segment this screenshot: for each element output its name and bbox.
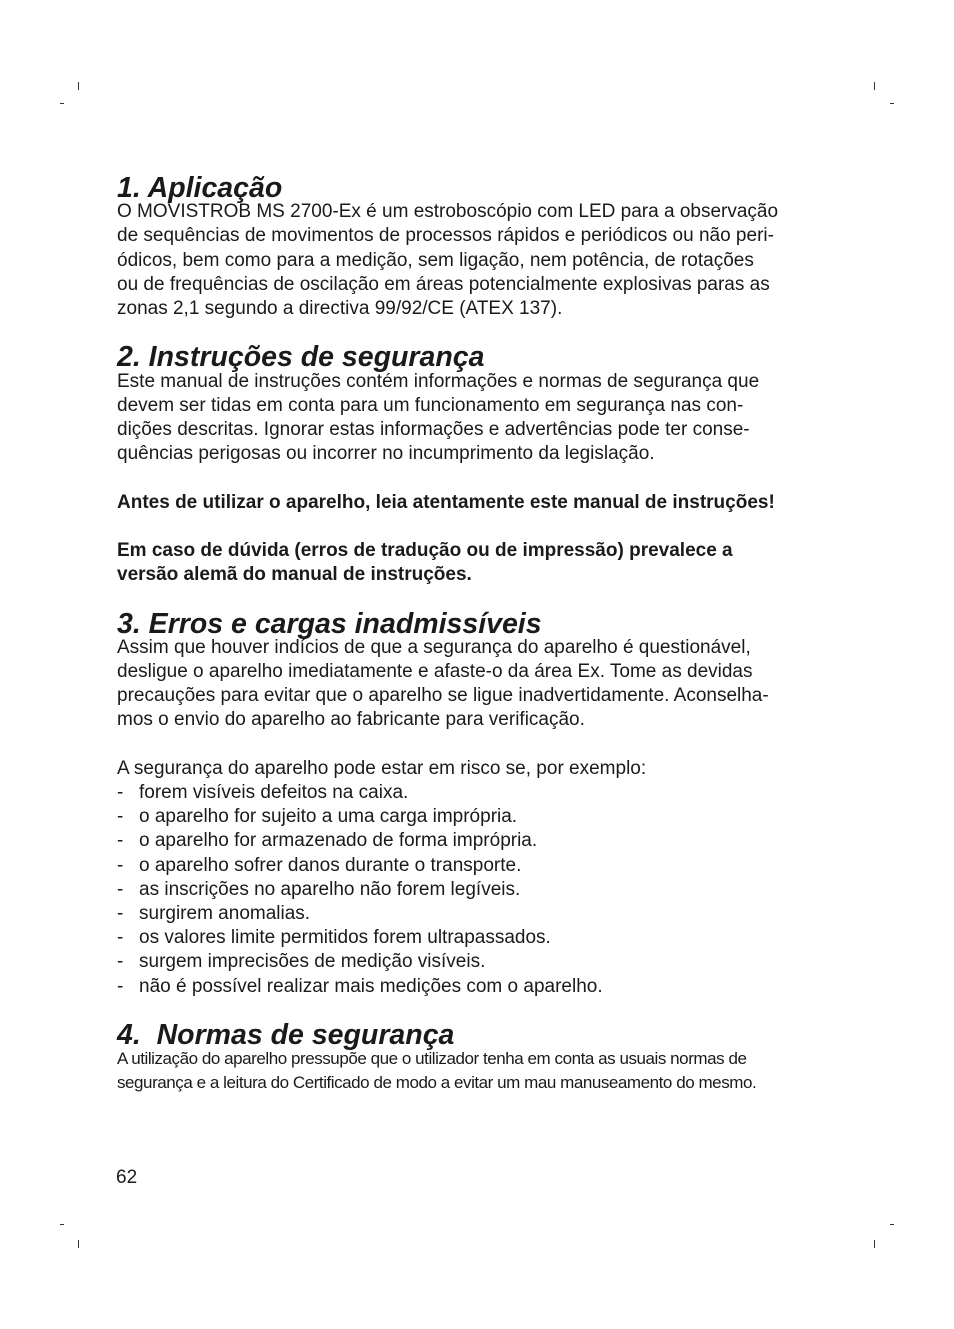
text-line: Este manual de instruções contém informações e normas de segurança que: [117, 370, 760, 392]
text-line: O MOVISTROB MS 2700-Ex é um estroboscópio com LED para a observação: [117, 201, 779, 223]
section-2-paragraph: [117, 370, 837, 467]
list-item: [117, 950, 837, 974]
section-3-heading: 3. Erros e cargas inadmissíveis: [117, 607, 542, 640]
crop-mark-top-right-horizontal: [890, 103, 894, 104]
list-marker: -: [117, 854, 124, 876]
list-item: [117, 902, 837, 926]
list-item: [117, 975, 837, 999]
list-item: [117, 926, 837, 950]
list-marker: -: [117, 806, 124, 828]
text-line: precauções para evitar que o aparelho se ligue inadvertidamente. Aconselha-: [117, 685, 769, 707]
section-4-heading: 4. Normas de segurança: [117, 1019, 455, 1052]
text-line: segurança e a leitura do Certificado de modo a evitar um mau manuseamento do mesmo.: [117, 1073, 757, 1093]
crop-mark-bottom-left-horizontal: [60, 1224, 64, 1225]
list-item: [117, 781, 837, 805]
list-marker: -: [117, 975, 124, 997]
crop-mark-bottom-right-horizontal: [890, 1224, 894, 1225]
crop-mark-top-right-vertical: [874, 82, 875, 90]
translation-notice: [117, 539, 837, 587]
list-item-text: não é possível realizar mais medições com o aparelho.: [139, 975, 603, 997]
list-marker: -: [117, 951, 124, 973]
list-marker: -: [117, 927, 124, 949]
text-line: devem ser tidas em conta para um funcionamento em segurança nas con-: [117, 394, 744, 416]
list-item: [117, 829, 837, 853]
text-line: Assim que houver indícios de que a segurança do aparelho é questionável,: [117, 636, 751, 658]
page-number: 62: [116, 1167, 138, 1188]
section-3-paragraph: [117, 636, 837, 733]
list-item-text: as inscrições no aparelho não forem legíveis.: [139, 878, 521, 900]
list-item: [117, 805, 837, 829]
text-line: A utilização do aparelho pressupõe que o utilizador tenha em conta as usuais normas de: [117, 1049, 747, 1069]
text-line: dições descritas. Ignorar estas informações e advertências pode ter conse-: [117, 419, 750, 441]
list-marker: -: [117, 782, 124, 803]
text-line: de sequências de movimentos de processos rápidos e periódicos ou não peri-: [117, 225, 774, 247]
list-marker: -: [117, 878, 124, 900]
list-item: [117, 854, 837, 878]
page-content: [117, 172, 837, 1096]
text-line: zonas 2,1 segundo a directiva 99/92/CE (ATEX 137).: [117, 298, 563, 320]
list-item-text: surgirem anomalias.: [139, 903, 311, 925]
crop-mark-bottom-left-vertical: [78, 1240, 79, 1248]
read-manual-warning: [117, 491, 837, 515]
text-line: A segurança do aparelho pode estar em risco se, por exemplo:: [117, 757, 647, 779]
text-line: versão alemã do manual de instruções.: [117, 564, 472, 586]
section-1-heading: 1. Aplicação: [117, 172, 283, 204]
text-line: mos o envio do aparelho ao fabricante para verificação.: [117, 709, 585, 731]
list-item: [117, 878, 837, 902]
text-line: quências perigosas ou incorrer no incumprimento da legislação.: [117, 443, 655, 465]
list-item-text: o aparelho for armazenado de forma imprópria.: [139, 830, 538, 852]
section-2-heading: 2. Instruções de segurança: [117, 341, 485, 374]
text-line: ou de frequências de oscilação em áreas potencialmente explosivas paras as: [117, 273, 770, 295]
list-marker: -: [117, 830, 124, 852]
list-item-text: o aparelho for sujeito a uma carga imprópria.: [139, 806, 518, 828]
risk-list: [117, 781, 837, 999]
list-item-text: surgem imprecisões de medição visíveis.: [139, 951, 486, 973]
list-marker: -: [117, 903, 124, 925]
crop-mark-top-left-vertical: [78, 82, 79, 90]
text-line: desligue o aparelho imediatamente e afaste-o da área Ex. Tome as devidas: [117, 661, 753, 682]
list-item-text: os valores limite permitidos forem ultrapassados.: [139, 927, 551, 949]
text-line: Antes de utilizar o aparelho, leia atentamente este manual de instruções!: [117, 491, 775, 513]
crop-mark-bottom-right-vertical: [874, 1240, 875, 1248]
text-line: ódicos, bem como para a medição, sem ligação, nem potência, de rotações: [117, 249, 754, 271]
list-item-text: forem visíveis defeitos na caixa.: [139, 782, 409, 803]
text-line: Em caso de dúvida (erros de tradução ou de impressão) prevalece a: [117, 540, 733, 561]
risk-list-intro: [117, 757, 837, 781]
crop-mark-top-left-horizontal: [60, 103, 64, 104]
list-item-text: o aparelho sofrer danos durante o transporte.: [139, 854, 522, 876]
section-4-paragraph: [117, 1047, 837, 1095]
section-1-paragraph: [117, 200, 837, 321]
